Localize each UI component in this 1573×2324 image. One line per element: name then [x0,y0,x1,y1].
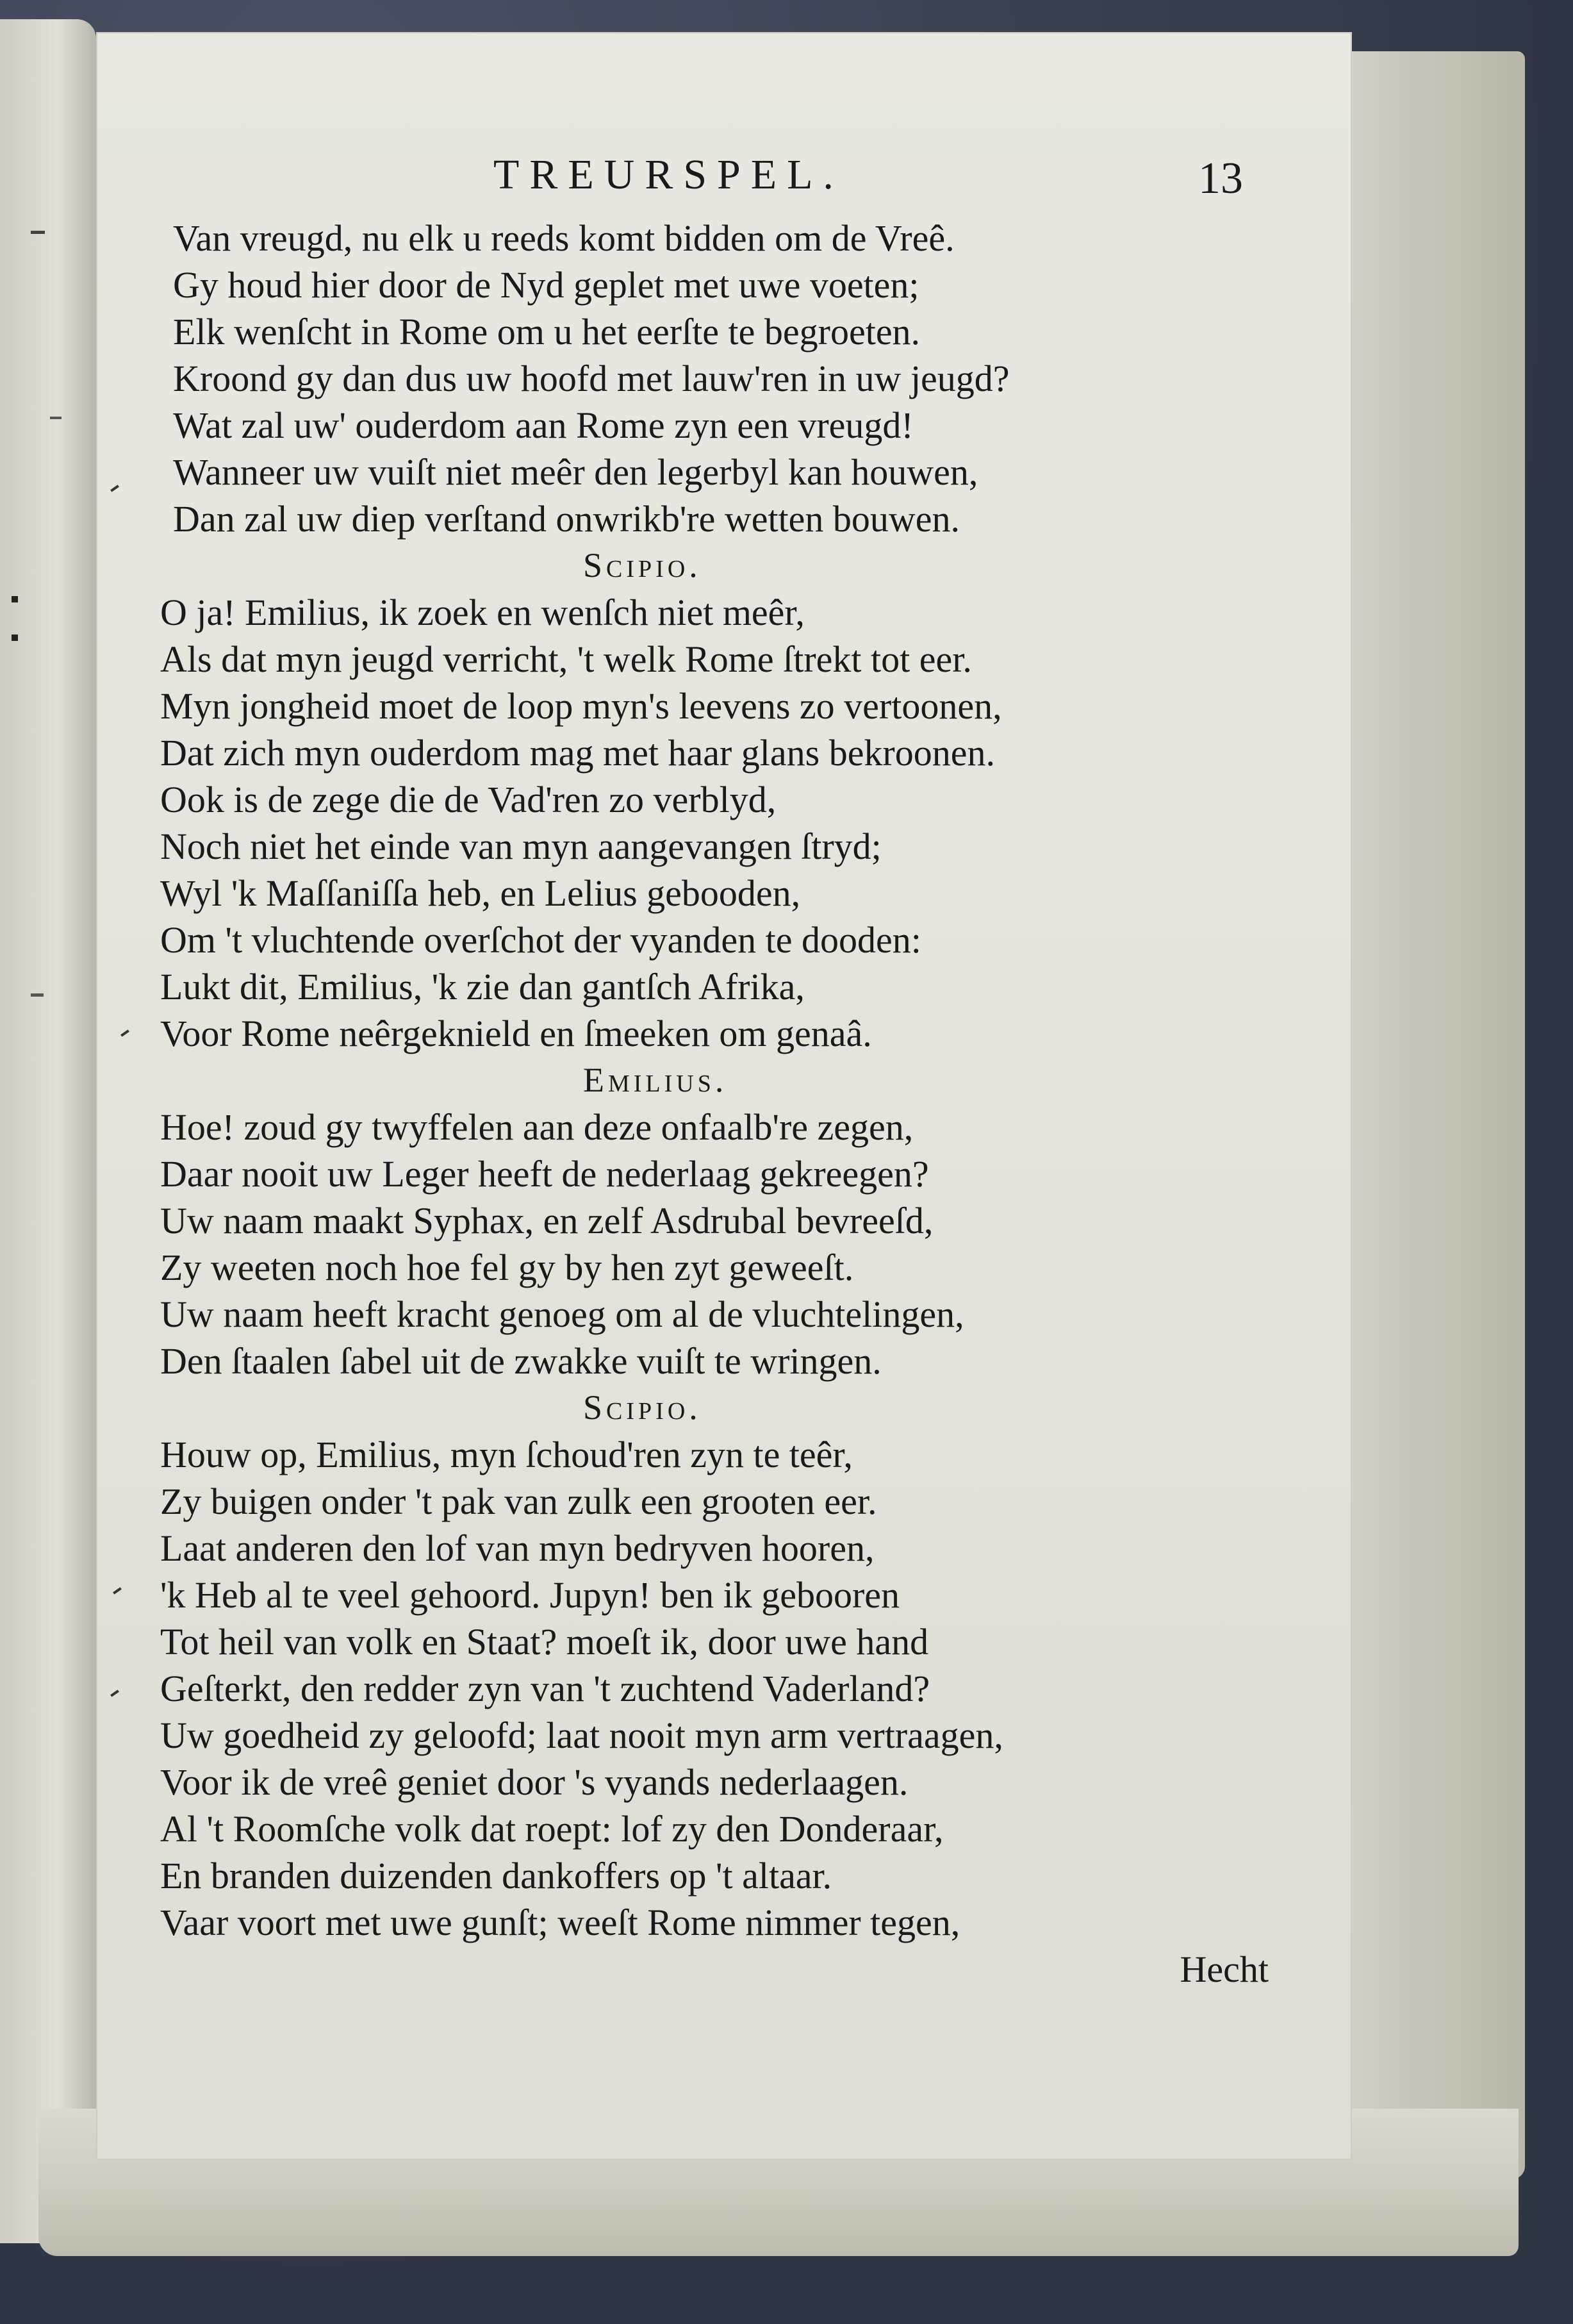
verse-line: Houw op, Emilius, myn ſchoud'ren zyn te teêr, [160,1434,853,1475]
verse-line: Wyl 'k Maſſaniſſa heb, en Lelius gebooden, [160,872,801,914]
speaker-name: Emilius. [583,1061,728,1099]
verse-line: En branden duizenden dankoffers op 't altaar. [160,1855,832,1897]
facing-page-mark [31,231,45,234]
verse-line: Om 't vluchtende overſchot der vyanden te dooden: [160,919,921,961]
speaker-name: Scipio. [583,546,702,585]
facing-page-mark [12,635,18,641]
verse-line: Van vreugd, nu elk u reeds komt bidden om de Vreê. [173,217,955,259]
running-title: TREURSPEL. [493,151,844,198]
verse-line: Wat zal uw' ouderdom aan Rome zyn een vreugd! [173,404,914,446]
verse-line: Lukt dit, Emilius, 'k zie dan gantſch Afrika, [160,966,805,1008]
verse-line: Den ſtaalen ſabel uit de zwakke vuiſt te wringen. [160,1340,882,1382]
margin-pencil-mark [110,485,119,492]
verse-line: Dat zich myn ouderdom mag met haar glans bekroonen. [160,732,995,774]
verse-line: Laat anderen den lof van myn bedryven hooren, [160,1527,875,1569]
verse-line: Tot heil van volk en Staat? moeſt ik, door uwe hand [160,1621,929,1663]
page-number: 13 [1198,154,1243,203]
verse-line: Kroond gy dan dus uw hoofd met lauw'ren in uw jeugd? [173,358,1010,399]
verse-line: Als dat myn jeugd verricht, 't welk Rome ſtrekt tot eer. [160,638,972,680]
facing-page-edge [0,19,96,2243]
verse-line: Dan zal uw diep verſtand onwrikb're wetten bouwen. [173,498,960,540]
margin-pencil-mark [113,1587,122,1594]
verse-line: Noch niet het einde van myn aangevangen ſtryd; [160,826,882,867]
verse-line: Zy weeten noch hoe fel gy by hen zyt geweeſt. [160,1247,854,1288]
catchword: Hecht [1180,1948,1269,1990]
verse-line: Vaar voort met uwe gunſt; weeſt Rome nimmer tegen, [160,1902,960,1943]
verse-line: Wanneer uw vuiſt niet meêr den legerbyl kan houwen, [173,451,978,493]
facing-page-mark [31,993,44,997]
margin-pencil-mark [120,1029,129,1036]
verse-line: Voor ik de vreê geniet door 's vyands nederlaagen. [160,1761,909,1803]
facing-page-mark [50,417,62,419]
verse-line: Zy buigen onder 't pak van zulk een grooten eer. [160,1481,877,1522]
verse-line: Gy houd hier door de Nyd geplet met uwe voeten; [173,264,919,306]
verse-line: Uw goedheid zy geloofd; laat nooit myn arm vertraagen, [160,1714,1003,1756]
margin-pencil-mark [110,1689,119,1697]
verse-line: Hoe! zoud gy twyffelen aan deze onfaalb're zegen, [160,1106,914,1148]
verse-line: Geſterkt, den redder zyn van 't zuchtend Vaderland? [160,1668,930,1709]
verse-line: Daar nooit uw Leger heeft de nederlaag gekreegen? [160,1153,929,1195]
text-block [160,144,1281,1993]
speaker-name: Scipio. [583,1388,702,1427]
verse-line: Uw naam maakt Syphax, en zelf Asdrubal bevreeſd, [160,1200,934,1241]
verse-line: 'k Heb al te veel gehoord. Jupyn! ben ik gebooren [160,1574,900,1616]
verse-line: Ook is de zege die de Vad'ren zo verblyd, [160,779,777,820]
verse-line: Elk wenſcht in Rome om u het eerſte te begroeten. [173,311,921,353]
running-head [160,144,1281,215]
verse-lines [160,215,1281,1946]
verse-line: Uw naam heeft kracht genoeg om al de vluchtelingen, [160,1293,964,1335]
verse-line: Al 't Roomſche volk dat roept: lof zy den Donderaar, [160,1808,944,1850]
verse-line: Myn jongheid moet de loop myn's leevens zo vertoonen, [160,685,1002,727]
facing-page-mark [12,596,18,602]
verse-line: O ja! Emilius, ik zoek en wenſch niet meêr, [160,592,805,633]
facing-page-marks [5,19,82,2243]
verse-line: Voor Rome neêrgeknield en ſmeeken om genaâ. [160,1013,872,1054]
book-page [96,32,1352,2160]
